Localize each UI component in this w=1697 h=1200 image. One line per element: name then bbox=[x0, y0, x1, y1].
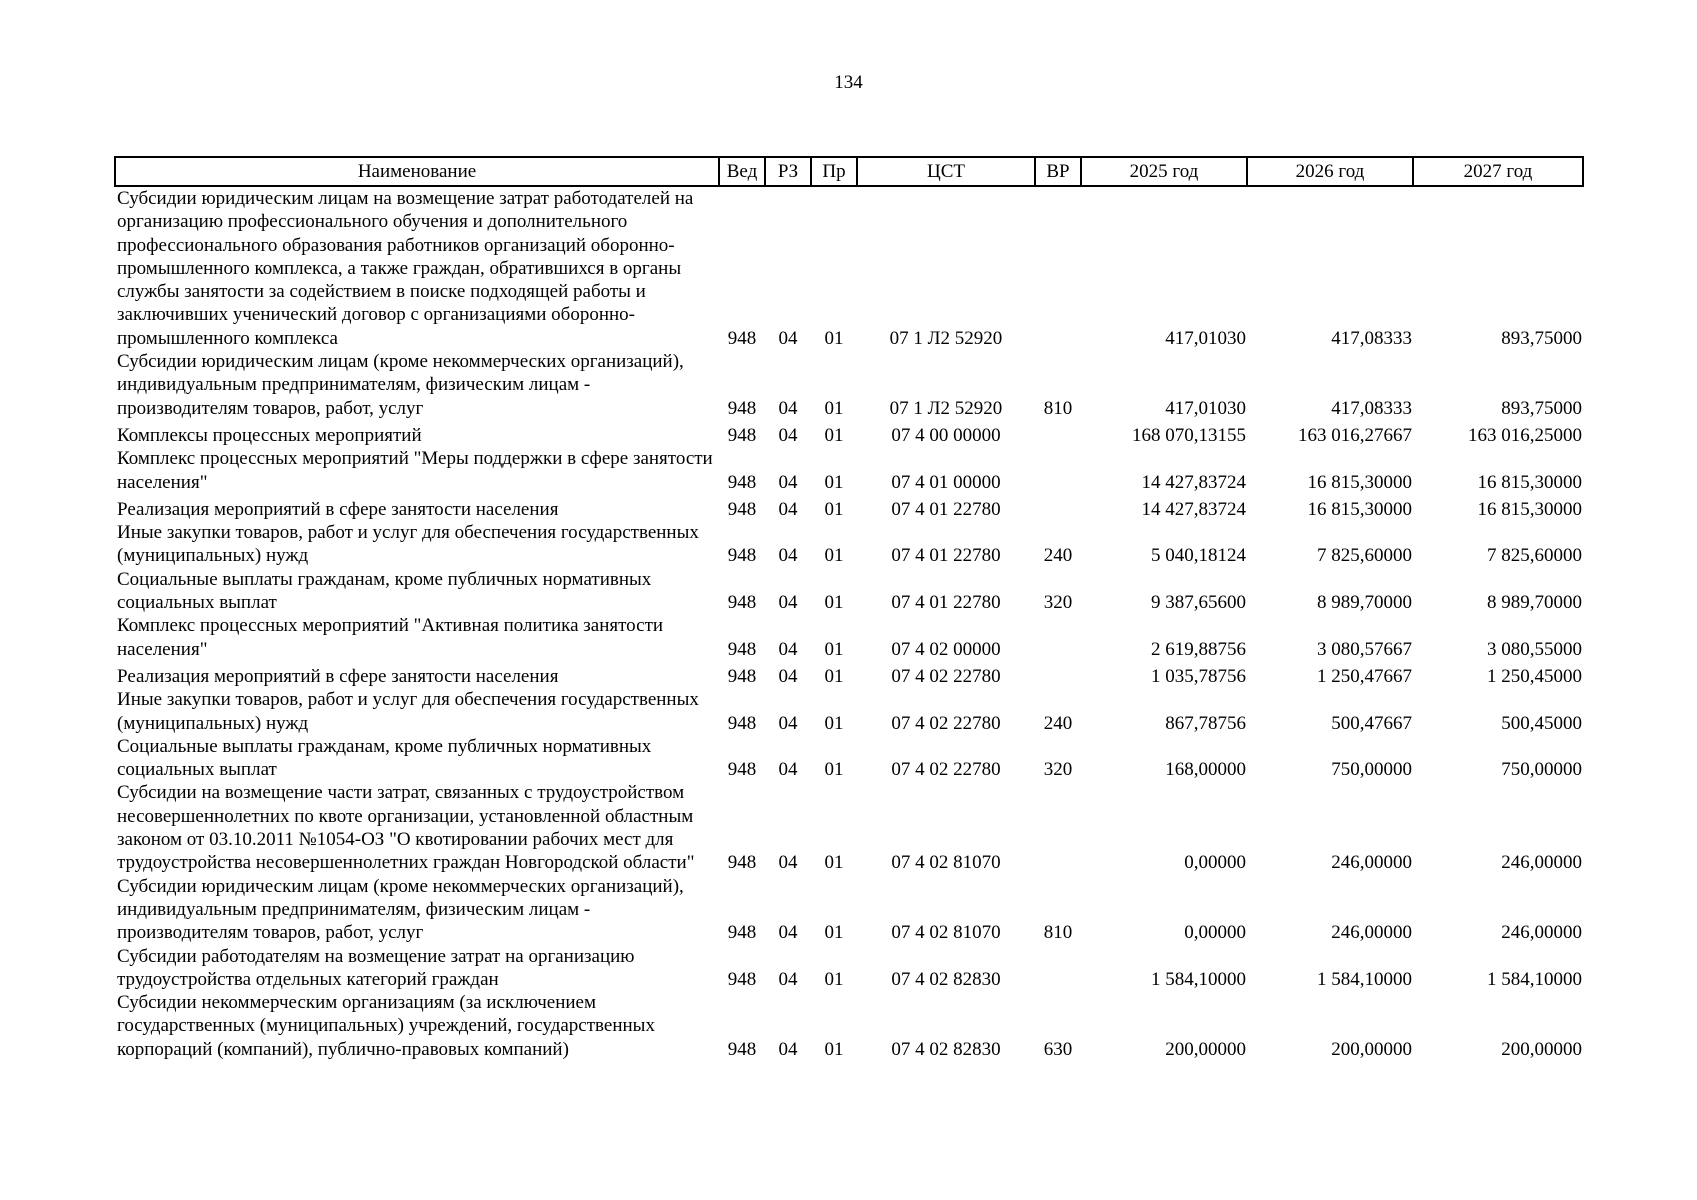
cell-2025: 14 427,83724 bbox=[1141, 471, 1246, 493]
cell-ved: 948 bbox=[727, 968, 757, 990]
table-header bbox=[115, 157, 1583, 186]
cell-rz: 04 bbox=[778, 592, 798, 614]
cell-2026: 1 250,47667 bbox=[1317, 665, 1412, 687]
table-row bbox=[115, 875, 1583, 945]
table-row bbox=[115, 991, 1583, 1061]
cell-rz: 04 bbox=[778, 665, 798, 687]
table-row bbox=[115, 661, 1583, 688]
cell-pr: 01 bbox=[824, 665, 844, 687]
cell-2025: 1 035,78756 bbox=[1151, 665, 1246, 687]
cell-name: Социальные выплаты гражданам, кроме публичных нормативных социальных выплат bbox=[117, 568, 652, 614]
cell-2026: 246,00000 bbox=[1331, 852, 1412, 874]
table-row bbox=[115, 688, 1583, 735]
cell-2025: 867,78756 bbox=[1165, 712, 1246, 734]
cell-2027: 16 815,30000 bbox=[1477, 471, 1582, 493]
cell-cst: 07 1 Л2 52920 bbox=[889, 397, 1003, 419]
cell-rz: 04 bbox=[778, 471, 798, 493]
header-2025: 2025 год bbox=[1081, 157, 1247, 186]
cell-cst: 07 4 02 00000 bbox=[891, 638, 1001, 660]
cell-2027: 163 016,25000 bbox=[1468, 424, 1582, 446]
cell-pr: 01 bbox=[824, 759, 844, 781]
cell-2025: 1 584,10000 bbox=[1151, 968, 1246, 990]
cell-2027: 8 989,70000 bbox=[1487, 592, 1582, 614]
cell-vr bbox=[1035, 447, 1081, 494]
cell-pr: 01 bbox=[824, 327, 844, 349]
cell-2027: 200,00000 bbox=[1501, 1038, 1582, 1060]
cell-pr: 01 bbox=[824, 397, 844, 419]
cell-2026: 16 815,30000 bbox=[1307, 471, 1412, 493]
header-rz: РЗ bbox=[765, 157, 811, 186]
cell-2026: 500,47667 bbox=[1331, 712, 1412, 734]
table-row bbox=[115, 521, 1583, 568]
cell-name: Субсидии некоммерческим организациям (за исключением государственных (муниципальных) учреждений, государственных корпораций (компаний), публично-правовых компаний) bbox=[117, 992, 655, 1060]
cell-vr: 240 bbox=[1043, 712, 1073, 734]
cell-rz: 04 bbox=[778, 712, 798, 734]
cell-2026: 200,00000 bbox=[1331, 1038, 1412, 1060]
cell-rz: 04 bbox=[778, 545, 798, 567]
cell-name: Социальные выплаты гражданам, кроме публичных нормативных социальных выплат bbox=[117, 735, 652, 781]
cell-cst: 07 4 02 81070 bbox=[891, 852, 1001, 874]
cell-pr: 01 bbox=[824, 968, 844, 990]
cell-ved: 948 bbox=[727, 545, 757, 567]
cell-cst: 07 1 Л2 52920 bbox=[889, 327, 1003, 349]
cell-2027: 1 250,45000 bbox=[1487, 665, 1582, 687]
cell-vr: 630 bbox=[1043, 1038, 1073, 1060]
header-2026: 2026 год bbox=[1247, 157, 1413, 186]
header-pr: Пр bbox=[811, 157, 857, 186]
cell-2025: 14 427,83724 bbox=[1141, 498, 1246, 520]
table-row bbox=[115, 781, 1583, 874]
cell-ved: 948 bbox=[727, 712, 757, 734]
cell-ved: 948 bbox=[727, 327, 757, 349]
cell-cst: 07 4 02 22780 bbox=[891, 712, 1001, 734]
cell-cst: 07 4 01 22780 bbox=[891, 498, 1001, 520]
cell-2027: 3 080,55000 bbox=[1487, 638, 1582, 660]
cell-name: Субсидии на возмещение части затрат, связанных с трудоустройством несовершеннолетних по квоте организации, установленной областным законом от 03.10.2011 №1054-ОЗ "О квотировании рабочих мест для трудоустройства несовершеннолетних граждан Новгородской области" bbox=[117, 782, 695, 874]
cell-ved: 948 bbox=[727, 1038, 757, 1060]
cell-vr bbox=[1035, 614, 1081, 661]
cell-rz: 04 bbox=[778, 424, 798, 446]
cell-rz: 04 bbox=[778, 397, 798, 419]
cell-pr: 01 bbox=[824, 1038, 844, 1060]
header-2027: 2027 год bbox=[1413, 157, 1583, 186]
cell-rz: 04 bbox=[778, 498, 798, 520]
cell-vr: 810 bbox=[1043, 922, 1073, 944]
cell-vr: 810 bbox=[1043, 397, 1073, 419]
cell-rz: 04 bbox=[778, 1038, 798, 1060]
cell-vr bbox=[1035, 945, 1081, 992]
cell-rz: 04 bbox=[778, 327, 798, 349]
cell-cst: 07 4 01 22780 bbox=[891, 545, 1001, 567]
cell-2027: 500,45000 bbox=[1501, 712, 1582, 734]
cell-2026: 417,08333 bbox=[1331, 397, 1412, 419]
cell-vr: 320 bbox=[1043, 759, 1073, 781]
cell-vr: 320 bbox=[1043, 592, 1073, 614]
cell-cst: 07 4 02 82830 bbox=[891, 1038, 1001, 1060]
budget-table bbox=[114, 156, 1584, 1061]
cell-2026: 750,00000 bbox=[1331, 759, 1412, 781]
cell-name: Иные закупки товаров, работ и услуг для обеспечения государственных (муниципальных) нужд bbox=[117, 689, 699, 734]
cell-2027: 16 815,30000 bbox=[1477, 498, 1582, 520]
cell-2025: 0,00000 bbox=[1184, 922, 1246, 944]
cell-pr: 01 bbox=[824, 471, 844, 493]
cell-name: Субсидии юридическим лицам (кроме некоммерческих организаций), индивидуальным предпринимателям, физическим лицам - производителям товаров, работ, услуг bbox=[117, 351, 684, 419]
cell-2025: 9 387,65600 bbox=[1151, 592, 1246, 614]
cell-name: Субсидии юридическим лицам на возмещение затрат работодателей на организацию профессионального обучения и дополнительного профессионального образования работников организаций оборонно-промышленного комплекса, а также граждан, обратившихся в органы службы занятости за содействием в поиске подходящей работы и заключивших ученический договор с организациями оборонно-промышленного комплекса bbox=[117, 188, 694, 349]
cell-2025: 417,01030 bbox=[1165, 327, 1246, 349]
cell-ved: 948 bbox=[727, 498, 757, 520]
cell-2027: 7 825,60000 bbox=[1487, 545, 1582, 567]
cell-rz: 04 bbox=[778, 638, 798, 660]
cell-2026: 163 016,27667 bbox=[1298, 424, 1412, 446]
table-row bbox=[115, 735, 1583, 782]
table-row bbox=[115, 350, 1583, 420]
cell-ved: 948 bbox=[727, 397, 757, 419]
cell-2025: 168 070,13155 bbox=[1132, 424, 1246, 446]
cell-cst: 07 4 01 00000 bbox=[891, 471, 1001, 493]
cell-vr bbox=[1035, 494, 1081, 521]
table-row bbox=[115, 494, 1583, 521]
cell-name: Комплекс процессных мероприятий "Меры поддержки в сфере занятости населения" bbox=[117, 448, 713, 493]
cell-pr: 01 bbox=[824, 638, 844, 660]
cell-2026: 7 825,60000 bbox=[1317, 545, 1412, 567]
cell-cst: 07 4 02 22780 bbox=[891, 759, 1001, 781]
table-row bbox=[115, 420, 1583, 447]
header-vr: ВР bbox=[1035, 157, 1081, 186]
cell-ved: 948 bbox=[727, 471, 757, 493]
cell-cst: 07 4 02 22780 bbox=[891, 665, 1001, 687]
cell-pr: 01 bbox=[824, 424, 844, 446]
cell-ved: 948 bbox=[727, 759, 757, 781]
table-body bbox=[115, 186, 1583, 1061]
cell-ved: 948 bbox=[727, 424, 757, 446]
cell-2026: 16 815,30000 bbox=[1307, 498, 1412, 520]
cell-name: Субсидии работодателям на возмещение затрат на организацию трудоустройства отдельных категорий граждан bbox=[117, 945, 635, 990]
cell-pr: 01 bbox=[824, 852, 844, 874]
cell-name: Иные закупки товаров, работ и услуг для обеспечения государственных (муниципальных) нужд bbox=[117, 522, 699, 567]
cell-vr bbox=[1035, 420, 1081, 447]
cell-cst: 07 4 01 22780 bbox=[891, 592, 1001, 614]
cell-ved: 948 bbox=[727, 922, 757, 944]
cell-cst: 07 4 02 81070 bbox=[891, 922, 1001, 944]
table-row bbox=[115, 614, 1583, 661]
cell-name: Реализация мероприятий в сфере занятости населения bbox=[117, 665, 559, 687]
cell-2026: 417,08333 bbox=[1331, 327, 1412, 349]
cell-rz: 04 bbox=[778, 759, 798, 781]
cell-2026: 1 584,10000 bbox=[1317, 968, 1412, 990]
cell-2026: 246,00000 bbox=[1331, 922, 1412, 944]
table-row bbox=[115, 945, 1583, 992]
header-ved: Вед bbox=[719, 157, 765, 186]
cell-ved: 948 bbox=[727, 852, 757, 874]
cell-2025: 168,00000 bbox=[1165, 759, 1246, 781]
cell-2027: 893,75000 bbox=[1501, 327, 1582, 349]
cell-vr: 240 bbox=[1043, 545, 1073, 567]
cell-pr: 01 bbox=[824, 498, 844, 520]
cell-2026: 3 080,57667 bbox=[1317, 638, 1412, 660]
cell-rz: 04 bbox=[778, 852, 798, 874]
cell-name: Субсидии юридическим лицам (кроме некоммерческих организаций), индивидуальным предпринимателям, физическим лицам - производителям товаров, работ, услуг bbox=[117, 875, 684, 944]
cell-rz: 04 bbox=[778, 922, 798, 944]
table-row bbox=[115, 568, 1583, 615]
cell-cst: 07 4 02 82830 bbox=[891, 968, 1001, 990]
cell-2027: 246,00000 bbox=[1501, 922, 1582, 944]
cell-name: Комплексы процессных мероприятий bbox=[117, 424, 422, 446]
cell-rz: 04 bbox=[778, 968, 798, 990]
cell-2025: 2 619,88756 bbox=[1151, 638, 1246, 660]
cell-2025: 0,00000 bbox=[1184, 852, 1246, 874]
cell-2025: 200,00000 bbox=[1165, 1038, 1246, 1060]
cell-vr bbox=[1035, 661, 1081, 688]
cell-name: Комплекс процессных мероприятий "Активная политика занятости населения" bbox=[117, 615, 664, 660]
page-number: 134 bbox=[834, 72, 863, 93]
header-name: Наименование bbox=[115, 157, 719, 186]
cell-2025: 417,01030 bbox=[1165, 397, 1246, 419]
cell-2027: 750,00000 bbox=[1501, 759, 1582, 781]
cell-2026: 8 989,70000 bbox=[1317, 592, 1412, 614]
cell-2027: 893,75000 bbox=[1501, 397, 1582, 419]
cell-2027: 1 584,10000 bbox=[1487, 968, 1582, 990]
cell-2025: 5 040,18124 bbox=[1151, 545, 1246, 567]
cell-name: Реализация мероприятий в сфере занятости населения bbox=[117, 498, 559, 520]
cell-pr: 01 bbox=[824, 712, 844, 734]
cell-ved: 948 bbox=[727, 592, 757, 614]
cell-ved: 948 bbox=[727, 638, 757, 660]
cell-vr bbox=[1035, 186, 1081, 350]
cell-pr: 01 bbox=[824, 922, 844, 944]
cell-pr: 01 bbox=[824, 592, 844, 614]
cell-2027: 246,00000 bbox=[1501, 852, 1582, 874]
header-cst: ЦСТ bbox=[857, 157, 1035, 186]
table-row bbox=[115, 186, 1583, 350]
table-row bbox=[115, 447, 1583, 494]
cell-ved: 948 bbox=[727, 665, 757, 687]
cell-cst: 07 4 00 00000 bbox=[891, 424, 1001, 446]
cell-vr bbox=[1035, 781, 1081, 874]
cell-pr: 01 bbox=[824, 545, 844, 567]
